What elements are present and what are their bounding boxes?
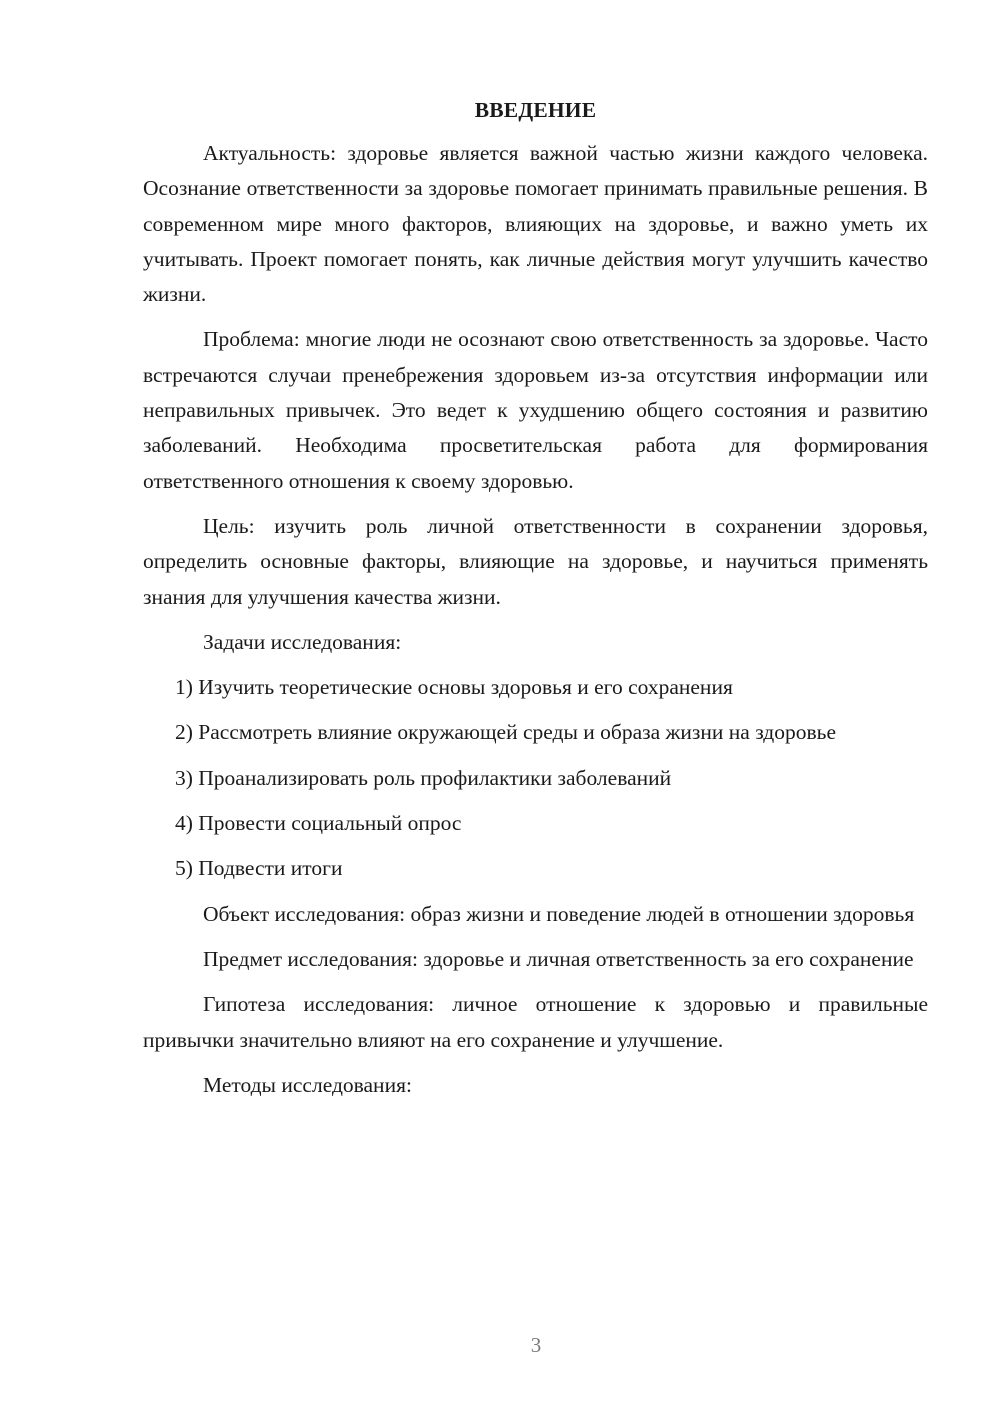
task-item-2: 2) Рассмотреть влияние окружающей среды и образа жизни на здоровье bbox=[175, 720, 836, 745]
paragraph-object: Объект исследования: образ жизни и поведение людей в отношении здоровья bbox=[203, 901, 915, 926]
paragraph-problem: Проблема: многие люди не осознают свою ответственность за здоровье. Часто встречаются случаи пренебрежения здоровьем из-за отсутствия информации или неправильных привычек. Это ведет к ухудшению общего состояния и развитию заболеваний. Необходима просветительская работа для формирования ответственного отношения к своему здоровью. bbox=[143, 327, 928, 493]
paragraph-relevance: Актуальность: здоровье является важной частью жизни каждого человека. Осознание ответственности за здоровье помогает принимать правильные решения. В современном мире много факторов, влияющих на здоровье, и важно уметь их учитывать. Проект помогает понять, как личные действия могут улучшить качество жизни. bbox=[143, 141, 928, 307]
section-title: ВВЕДЕНИЕ bbox=[474, 98, 597, 122]
task-item-5: 5) Подвести итоги bbox=[175, 856, 343, 881]
task-item-3: 3) Проанализировать роль профилактики заболеваний bbox=[175, 765, 672, 790]
paragraph-tasks-heading: Задачи исследования: bbox=[203, 629, 402, 654]
paragraph-subject: Предмет исследования: здоровье и личная ответственность за его сохранение bbox=[203, 946, 914, 971]
task-item-4: 4) Провести социальный опрос bbox=[175, 811, 462, 836]
paragraph-methods: Методы исследования: bbox=[203, 1072, 412, 1097]
paragraph-goal: Цель: изучить роль личной ответственности в сохранении здоровья, определить основные факторы, влияющие на здоровье, и научиться применять знания для улучшения качества жизни. bbox=[143, 513, 928, 609]
paragraph-hypothesis: Гипотеза исследования: личное отношение к здоровью и правильные привычки значительно влияют на его сохранение и улучшение. bbox=[143, 992, 928, 1052]
task-item-1: 1) Изучить теоретические основы здоровья и его сохранения bbox=[175, 675, 733, 700]
page-number: 3 bbox=[530, 1333, 542, 1357]
page-content bbox=[143, 92, 928, 1103]
